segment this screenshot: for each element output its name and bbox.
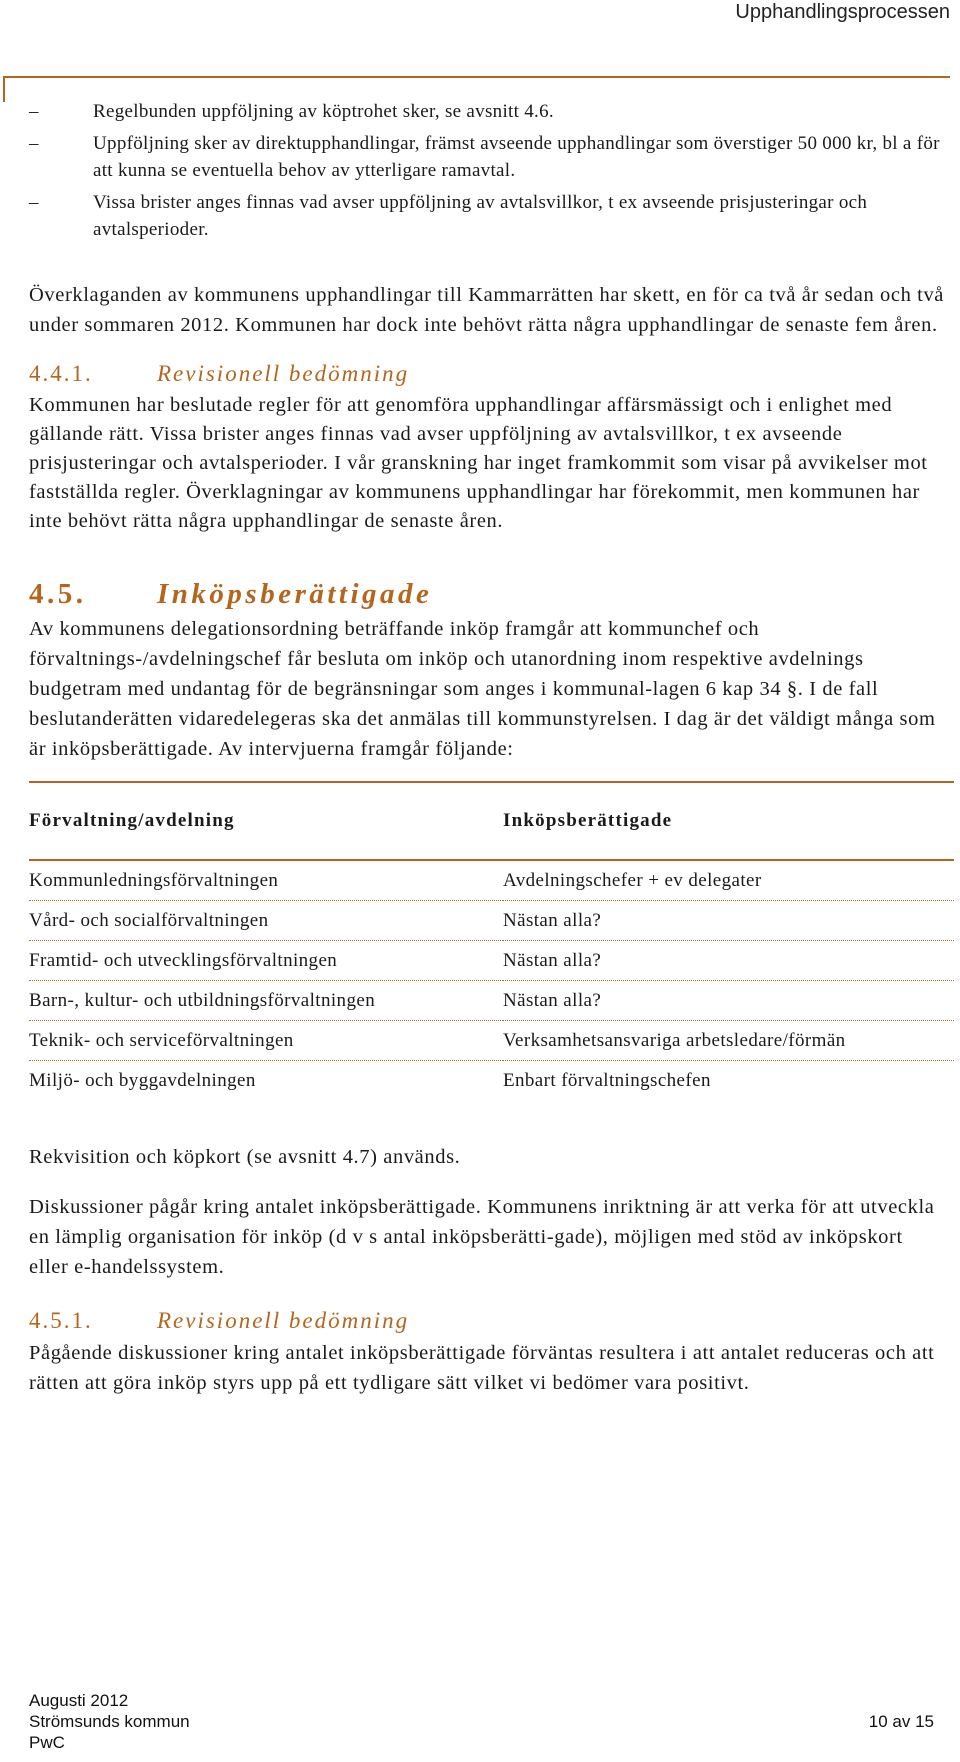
page-number: 10 av 15: [868, 1712, 934, 1731]
paragraph-diskussioner: Diskussioner pågår kring antalet inköpsberättigade. Kommunens inriktning är att verka för att utveckla en lämplig organisation för inköp (d v s antal inköpsberätti-gade), möjligen med stöd av inköpskort eller e-handelssystem.: [29, 1196, 935, 1278]
header-rule-tick: [3, 76, 5, 102]
table-cell: Miljö- och byggavdelningen: [29, 1069, 256, 1091]
section-number: 4.5.: [29, 578, 87, 610]
table-row: [29, 860, 954, 901]
paragraph-revisionell-bedomning-451: Pågående diskussioner kring antalet inköpsberättigade förväntas resultera i att antalet reduceras och att rätten att göra inköp styrs upp på ett tydligare sätt vilket vi bedömer vara positivt.: [29, 1342, 935, 1394]
bullet-dash: –: [29, 133, 39, 154]
paragraph-overklaganden: Överklaganden av kommunens upphandlingar till Kammarrätten har skett, en för ca två år sedan och två under sommaren 2012. Kommunen har dock inte behövt rätta några upphandlingar de senaste fem åren.: [29, 284, 945, 336]
section-number: 4.4.1.: [29, 361, 93, 386]
column-header: Förvaltning/avdelning: [29, 782, 503, 860]
section-title: Revisionell bedömning: [157, 361, 410, 386]
footer-brand: PwC: [29, 1733, 65, 1752]
table-cell: Avdelningschefer + ev delegater: [503, 860, 954, 901]
running-header-title: Upphandlingsprocessen: [735, 1, 950, 23]
paragraph-rekvisition: Rekvisition och köpkort (se avsnitt 4.7) används.: [29, 1146, 461, 1168]
footer-date: Augusti 2012: [29, 1691, 129, 1710]
section-number: 4.5.1.: [29, 1308, 93, 1333]
inkopsberattigade-table: [29, 781, 954, 1100]
page-footer: [29, 1690, 934, 1753]
bullet-dash: –: [29, 101, 39, 122]
paragraph-revisionell-bedomning-441: Kommunen har beslutade regler för att genomföra upphandlingar affärsmässigt och i enlighet med gällande rätt. Vissa brister anges finnas vad avser uppföljning av avtalsvillkor, t ex avseende prisjusteringar och avtalsperioder. I vår granskning har inget framkommit som visar på avvikelser mot fastställda regler. Överklagningar av kommunens upphandlingar har förekommit, men kommunen har inte behövt rätta några upphandlingar de senaste åren.: [29, 394, 928, 532]
page-content: [29, 98, 944, 1398]
bullet-dash: –: [29, 192, 39, 213]
list-item: [29, 98, 944, 125]
column-header: Inköpsberättigade: [503, 782, 954, 860]
table-row: [29, 1061, 954, 1101]
table-cell: Nästan alla?: [503, 981, 954, 1021]
table-row: [29, 941, 954, 981]
table-cell: Verksamhetsansvariga arbetsledare/förmän: [503, 1021, 954, 1061]
table-cell: Enbart förvaltningschefen: [503, 1069, 711, 1091]
table-cell: Framtid- och utvecklingsförvaltningen: [29, 941, 503, 981]
footer-organization: Strömsunds kommun: [29, 1712, 190, 1731]
section-title: Revisionell bedömning: [157, 1308, 410, 1333]
heading-4-5: [29, 574, 944, 614]
list-item: [29, 189, 944, 243]
table-cell: Teknik- och serviceförvaltningen: [29, 1021, 503, 1061]
paragraph-inkopsberattigade: Av kommunens delegationsordning beträffande inköp framgår att kommunchef och förvaltnings-/avdelningschef får besluta om inköp och utanordning inom respektive avdelnings budgetram med undantag för de begränsningar som anges i kommunal-lagen 6 kap 34 §. I de fall beslutanderätten vidaredelegeras ska det anmälas till kommunstyrelsen. I dag är det väldigt många som är inköpsberättigade. Av intervjuerna framgår följande:: [29, 618, 936, 760]
section-title: Inköpsberättigade: [157, 578, 433, 610]
table-cell: Kommunledningsförvaltningen: [29, 860, 503, 901]
table-cell: Nästan alla?: [503, 941, 954, 981]
table-row: [29, 901, 954, 941]
list-item: [29, 130, 944, 184]
bullet-text: Uppföljning sker av direktupphandlingar, främst avseende upphandlingar som överstiger 50 000 kr, bl a för att kunna se eventuella behov av ytterligare ramavtal.: [93, 133, 940, 181]
table-row: [29, 1021, 954, 1061]
table-cell: Barn-, kultur- och utbildningsförvaltningen: [29, 981, 503, 1021]
table-cell: Nästan alla?: [503, 901, 954, 941]
bullet-list: [29, 98, 944, 243]
header-rule: [3, 76, 950, 78]
bullet-text: Regelbunden uppföljning av köptrohet sker, se avsnitt 4.6.: [93, 101, 554, 122]
bullet-text: Vissa brister anges finnas vad avser uppföljning av avtalsvillkor, t ex avseende prisjusteringar och avtalsperioder.: [93, 192, 868, 240]
table-header-row: [29, 782, 954, 860]
heading-4-4-1: [29, 359, 944, 389]
table-row: [29, 981, 954, 1021]
table-cell: Vård- och socialförvaltningen: [29, 901, 503, 941]
heading-4-5-1: [29, 1306, 944, 1336]
